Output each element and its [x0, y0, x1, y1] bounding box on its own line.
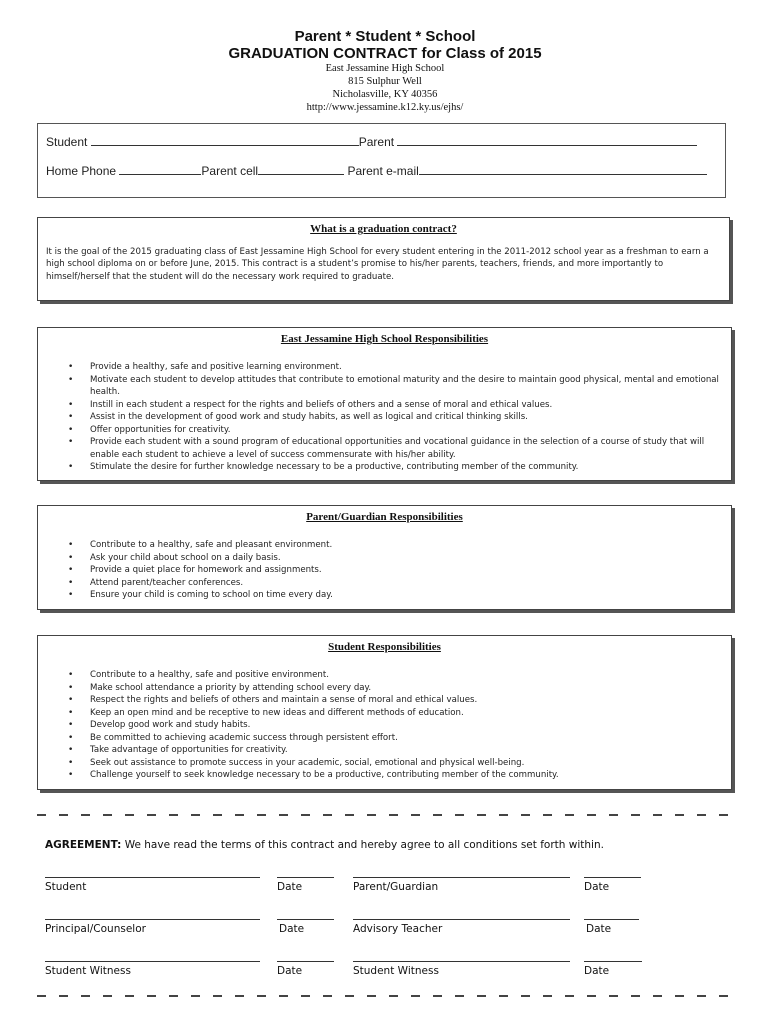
- list-item: [38, 564, 731, 577]
- header-title-line1: Parent * Student * School: [294, 28, 476, 45]
- principal-signature-line[interactable]: [45, 919, 260, 920]
- witness2-signature-line[interactable]: [353, 961, 570, 962]
- bullet-icon: •: [68, 362, 74, 372]
- list-item: [38, 577, 731, 590]
- advisory-date-label: Date: [586, 923, 612, 935]
- student-info-box: [37, 123, 726, 198]
- bullet-icon: •: [68, 540, 74, 550]
- witness1-signature-line[interactable]: [45, 961, 260, 962]
- bullet-icon: •: [68, 424, 74, 435]
- student-date-label: Date: [277, 881, 303, 893]
- list-item-text: Develop good work and study habits.: [90, 720, 251, 730]
- student-responsibilities-list: [38, 669, 731, 782]
- info-row-names: [46, 134, 697, 149]
- school-box-title: East Jessamine High School Responsibilities: [280, 333, 489, 345]
- list-item-text: Be committed to achieving academic success through persistent effort.: [90, 732, 398, 743]
- witness1-signature-label: Student Witness: [45, 965, 131, 977]
- parent-email-label: Parent e-mail: [347, 164, 419, 178]
- list-item-text: Provide a healthy, safe and positive learning environment.: [90, 362, 342, 372]
- bullet-icon: •: [68, 552, 74, 563]
- parent-signature-line[interactable]: [353, 877, 570, 878]
- list-item-text: Offer opportunities for creativity.: [90, 424, 231, 435]
- witness2-signature-label: Student Witness: [353, 965, 439, 977]
- info-row-contact: [46, 163, 707, 178]
- bullet-icon: •: [68, 770, 74, 780]
- school-responsibilities-box: [37, 327, 732, 481]
- list-item: [38, 424, 731, 437]
- list-item-text: Respect the rights and beliefs of others and maintain a sense of moral and ethical values.: [90, 695, 478, 705]
- list-item: [38, 694, 731, 707]
- list-item-text: Motivate each student to develop attitudes that contribute to emotional maturity and the desire to maintain good physical, mental and emotional health.: [90, 374, 719, 397]
- list-item-text: Stimulate the desire for further knowledge necessary to be a productive, contributing member of the community.: [90, 462, 579, 472]
- header-title-line2: GRADUATION CONTRACT for Class of 2015: [228, 45, 542, 62]
- bullet-icon: •: [68, 412, 74, 422]
- bullet-icon: •: [68, 437, 74, 447]
- tear-line-bottom: [37, 993, 732, 999]
- list-item: [38, 757, 731, 770]
- advisory-date-line[interactable]: [584, 919, 639, 920]
- bullet-icon: •: [68, 757, 74, 768]
- bullet-icon: •: [68, 462, 74, 472]
- bullet-icon: •: [68, 682, 74, 693]
- list-item: [38, 411, 731, 424]
- bullet-icon: •: [68, 695, 74, 705]
- list-item-text: Provide each student with a sound program of educational opportunities and vocational guidance in the selection of a course of study that will enable each student to achieve a level of success commensurate with his/her ability.: [90, 437, 705, 460]
- student-label: Student: [46, 135, 88, 149]
- contract-box-title: What is a graduation contract?: [310, 223, 457, 235]
- student-name-field[interactable]: [91, 134, 359, 146]
- list-item-text: Ensure your child is coming to school on time every day.: [90, 590, 333, 600]
- bullet-icon: •: [68, 720, 74, 730]
- contract-box-text: It is the goal of the 2015 graduating class of East Jessamine High School for every student entering in the 2011-2012 school year as a freshman to earn a high school diploma on or before June, 2015. This contract is a student’s promise to his/her parents, teachers, friends, and more importantly to himself/herself that the student will do the necessary work required to graduate.: [46, 247, 709, 282]
- parent-cell-field[interactable]: [258, 163, 344, 175]
- witness2-date-label: Date: [584, 965, 610, 977]
- bullet-icon: •: [68, 399, 74, 410]
- parent-name-field[interactable]: [397, 134, 697, 146]
- list-item: [38, 744, 731, 757]
- principal-signature-label: Principal/Counselor: [45, 923, 146, 935]
- principal-date-line[interactable]: [277, 919, 334, 920]
- school-city: Nicholasville, KY 40356: [332, 89, 438, 100]
- bullet-icon: •: [68, 374, 74, 385]
- parent-box-title: Parent/Guardian Responsibilities: [306, 511, 463, 523]
- parent-signature-label: Parent/Guardian: [353, 881, 439, 893]
- student-date-line[interactable]: [277, 877, 334, 878]
- list-item: [38, 539, 731, 552]
- school-address: 815 Sulphur Well: [348, 76, 422, 87]
- witness1-date-label: Date: [277, 965, 303, 977]
- parent-date-line[interactable]: [584, 877, 641, 878]
- list-item: [38, 399, 731, 412]
- student-signature-label: Student: [45, 881, 87, 893]
- student-responsibilities-box: [37, 635, 732, 790]
- list-item-text: Seek out assistance to promote success in your academic, social, emotional and physical well-being.: [90, 757, 525, 768]
- student-box-title: Student Responsibilities: [328, 641, 441, 653]
- tear-line-top: [37, 812, 732, 818]
- list-item: [38, 707, 731, 720]
- witness2-date-line[interactable]: [584, 961, 642, 962]
- list-item: [38, 719, 731, 732]
- list-item: [38, 436, 731, 461]
- list-item: [38, 589, 731, 602]
- advisory-signature-label: Advisory Teacher: [353, 923, 443, 935]
- home-phone-field[interactable]: [119, 163, 201, 175]
- list-item-text: Keep an open mind and be receptive to new ideas and different methods of education.: [90, 707, 464, 718]
- parent-responsibilities-list: [38, 539, 731, 602]
- witness1-date-line[interactable]: [277, 961, 334, 962]
- parent-cell-label: Parent cell: [201, 164, 259, 178]
- student-signature-line[interactable]: [45, 877, 260, 878]
- document-header: [0, 28, 770, 114]
- agreement-text: We have read the terms of this contract and hereby agree to all conditions set forth within.: [121, 839, 604, 851]
- bullet-icon: •: [68, 590, 74, 600]
- bullet-icon: •: [68, 732, 74, 743]
- list-item-text: Contribute to a healthy, safe and positive environment.: [90, 670, 329, 680]
- list-item-text: Instill in each student a respect for the rights and beliefs of others and a sense of moral and ethical values.: [90, 399, 553, 410]
- advisory-signature-line[interactable]: [353, 919, 570, 920]
- list-item: [38, 732, 731, 745]
- list-item: [38, 374, 731, 399]
- school-responsibilities-list: [38, 361, 731, 474]
- list-item-text: Attend parent/teacher conferences.: [90, 577, 244, 588]
- bullet-icon: •: [68, 565, 74, 575]
- list-item-text: Contribute to a healthy, safe and pleasant environment.: [90, 540, 333, 550]
- list-item-text: Provide a quiet place for homework and assignments.: [90, 565, 322, 575]
- contract-definition-box: [37, 217, 730, 301]
- list-item: [38, 669, 731, 682]
- home-phone-label: Home Phone: [46, 164, 117, 178]
- school-name: East Jessamine High School: [325, 63, 445, 74]
- list-item: [38, 769, 731, 782]
- agreement-label: AGREEMENT:: [45, 839, 122, 851]
- school-url[interactable]: http://www.jessamine.k12.ky.us/ejhs/: [306, 102, 464, 113]
- list-item: [38, 461, 731, 474]
- parent-email-field[interactable]: [419, 163, 707, 175]
- parent-label: Parent: [358, 135, 395, 149]
- bullet-icon: •: [68, 745, 74, 755]
- parent-responsibilities-box: [37, 505, 732, 610]
- principal-date-label: Date: [279, 923, 305, 935]
- bullet-icon: •: [68, 577, 74, 588]
- list-item-text: Ask your child about school on a daily basis.: [90, 552, 281, 563]
- agreement-statement: [45, 839, 604, 851]
- list-item-text: Take advantage of opportunities for creativity.: [90, 745, 288, 755]
- bullet-icon: •: [68, 707, 74, 718]
- list-item-text: Make school attendance a priority by attending school every day.: [90, 682, 372, 693]
- parent-date-label: Date: [584, 881, 610, 893]
- list-item: [38, 361, 731, 374]
- list-item-text: Assist in the development of good work and study habits, as well as logical and critical thinking skills.: [90, 412, 528, 422]
- list-item-text: Challenge yourself to seek knowledge necessary to be a productive, contributing member of the community.: [90, 770, 559, 780]
- list-item: [38, 682, 731, 695]
- list-item: [38, 552, 731, 565]
- bullet-icon: •: [68, 670, 74, 680]
